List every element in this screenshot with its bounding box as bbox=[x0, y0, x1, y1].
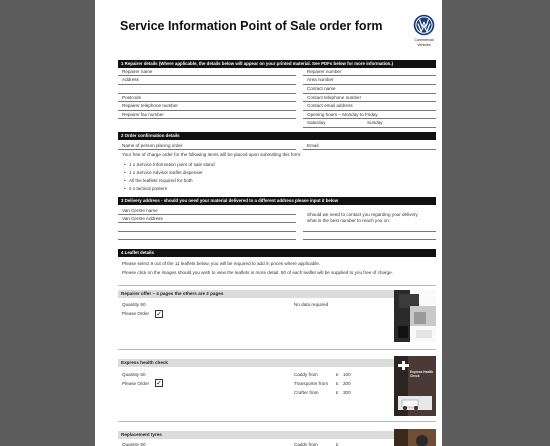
leaflet-order-label: Please Order bbox=[122, 381, 150, 386]
leaflet-note: No data required bbox=[294, 302, 329, 307]
field-repairer-telephone: Repairer telephone number bbox=[122, 103, 178, 108]
leaflet-separator bbox=[118, 285, 436, 286]
field-van-centre-name: Van Centre name bbox=[122, 208, 158, 213]
delivery-note-line2: what is the best number to reach you on: bbox=[307, 218, 390, 223]
field-person-name: Name of person placing order bbox=[122, 143, 183, 148]
field-sunday: Sunday bbox=[367, 120, 383, 125]
leaflet-quantity: Quantity 50 bbox=[122, 372, 146, 377]
brand-sub-line2: Vehicles bbox=[417, 42, 431, 47]
section4-header: 4 Leaflet details bbox=[118, 249, 436, 257]
leaflet-separator bbox=[118, 421, 436, 422]
field-contact-name: Contact name bbox=[307, 86, 336, 91]
field-postcode: Postcode bbox=[122, 95, 142, 100]
field-line bbox=[303, 84, 436, 85]
field-saturday: Saturday bbox=[307, 120, 326, 125]
leaflet-quantity: Quantity 50 bbox=[122, 442, 146, 446]
field-area-number: Area number bbox=[307, 77, 334, 82]
order-item: • 1 x Service Information point of sale stand bbox=[129, 162, 215, 168]
leaflet-name: Express health check bbox=[118, 359, 436, 367]
field-opening-hours: Opening hours – Monday to Friday bbox=[307, 112, 378, 117]
price-label: Crafter from bbox=[294, 390, 319, 395]
leaflet-thumbnail-image-icon bbox=[394, 356, 436, 416]
price-currency: £ bbox=[336, 442, 339, 446]
price-input-caddy[interactable]: 100 bbox=[343, 372, 351, 377]
field-line bbox=[118, 118, 296, 119]
order-item: • 1 x Service Advisor leaflet dispenser bbox=[129, 170, 203, 176]
section3-header: 3 Delivery address - should you need your material delivered to a different address please input it below bbox=[118, 197, 436, 205]
field-line bbox=[118, 84, 296, 85]
leaflet-thumbnail-replacement-tyres[interactable] bbox=[394, 429, 436, 446]
price-input-transporter[interactable]: 200 bbox=[343, 381, 351, 386]
leaflet-name: Repairer offer – 4 pages the others are 2 pages bbox=[118, 290, 436, 298]
leaflet-name: Replacement tyres bbox=[118, 431, 436, 439]
field-repairer-number: Repairer number bbox=[307, 69, 342, 74]
field-contact-telephone: Contact telephone number bbox=[307, 95, 362, 100]
page-title: Service Information Point of Sale order form bbox=[120, 19, 383, 33]
field-line bbox=[303, 93, 436, 94]
order-item: • 2 x tactical posters bbox=[129, 186, 167, 192]
section1-header: 1 Repairer details (Where applicable, the details below will appear on your printed material. See PDFs below for more information.) bbox=[118, 60, 436, 68]
leaflet-order-label: Please Order bbox=[122, 311, 150, 316]
field-contact-email: Contact email address bbox=[307, 103, 353, 108]
leaflet-separator bbox=[118, 349, 436, 350]
field-line bbox=[303, 231, 436, 232]
field-line bbox=[303, 127, 436, 128]
leaflet-thumbnail-repairer-offer[interactable] bbox=[394, 290, 436, 342]
field-line bbox=[118, 222, 296, 223]
leaflet-thumbnail-image-icon bbox=[394, 429, 436, 446]
order-form-page bbox=[95, 0, 442, 446]
field-line bbox=[118, 214, 296, 215]
field-line bbox=[303, 118, 436, 119]
leaflet-thumbnail-image-icon bbox=[394, 290, 436, 342]
field-line bbox=[303, 239, 436, 240]
field-line bbox=[118, 93, 296, 94]
section2-header: 2 Order confirmation details bbox=[118, 132, 436, 140]
field-van-centre-address: Van Centre Address bbox=[122, 216, 163, 221]
thumbnail-title: Express Health Check bbox=[410, 370, 434, 378]
field-line bbox=[118, 149, 296, 150]
delivery-note-line1: Should we need to contact you regarding your delivery bbox=[307, 212, 418, 217]
field-line bbox=[118, 239, 296, 240]
field-line bbox=[303, 75, 436, 76]
price-currency: £ bbox=[336, 381, 339, 386]
price-currency: £ bbox=[336, 390, 339, 395]
order-item: • All the leaflets required for both bbox=[129, 178, 193, 184]
field-line bbox=[303, 101, 436, 102]
leaflet-thumbnail-express-health-check[interactable] bbox=[394, 356, 436, 416]
field-line bbox=[303, 149, 436, 150]
brand-subtitle bbox=[404, 38, 442, 47]
field-repairer-name: Repairer name bbox=[122, 69, 153, 74]
leaflet-quantity: Quantity 50 bbox=[122, 302, 146, 307]
price-label: Transporter from bbox=[294, 381, 329, 386]
field-line bbox=[118, 101, 296, 102]
field-line bbox=[303, 110, 436, 111]
price-label: Caddy from bbox=[294, 372, 318, 377]
leaflet-intro-2: Please click on the images should you wish to view the leaflets in more detail. 50 of each leaflet will be supplied to you free of charge. bbox=[122, 270, 393, 275]
leaflet-order-checkbox[interactable]: ✓ bbox=[156, 380, 162, 387]
brand-sub-line1: Commercial bbox=[414, 38, 434, 42]
vw-logo-icon bbox=[413, 14, 435, 36]
field-address: Address bbox=[122, 77, 139, 82]
price-currency: £ bbox=[336, 372, 339, 377]
leaflet-order-checkbox[interactable]: ✓ bbox=[156, 311, 162, 318]
order-intro: Your free of charge order for the following items will be placed upon submitting this form: bbox=[122, 152, 302, 157]
price-label: Caddy from bbox=[294, 442, 318, 446]
price-input-crafter[interactable]: 300 bbox=[343, 390, 351, 395]
field-repairer-fax: Repairer fax number bbox=[122, 112, 164, 117]
field-line bbox=[118, 231, 296, 232]
field-line bbox=[118, 75, 296, 76]
field-line bbox=[118, 110, 296, 111]
field-email: Email bbox=[307, 143, 319, 148]
leaflet-intro-1: Please select 9 out of the 11 leaflets below, you will be required to add in prices where applicable. bbox=[122, 261, 321, 266]
